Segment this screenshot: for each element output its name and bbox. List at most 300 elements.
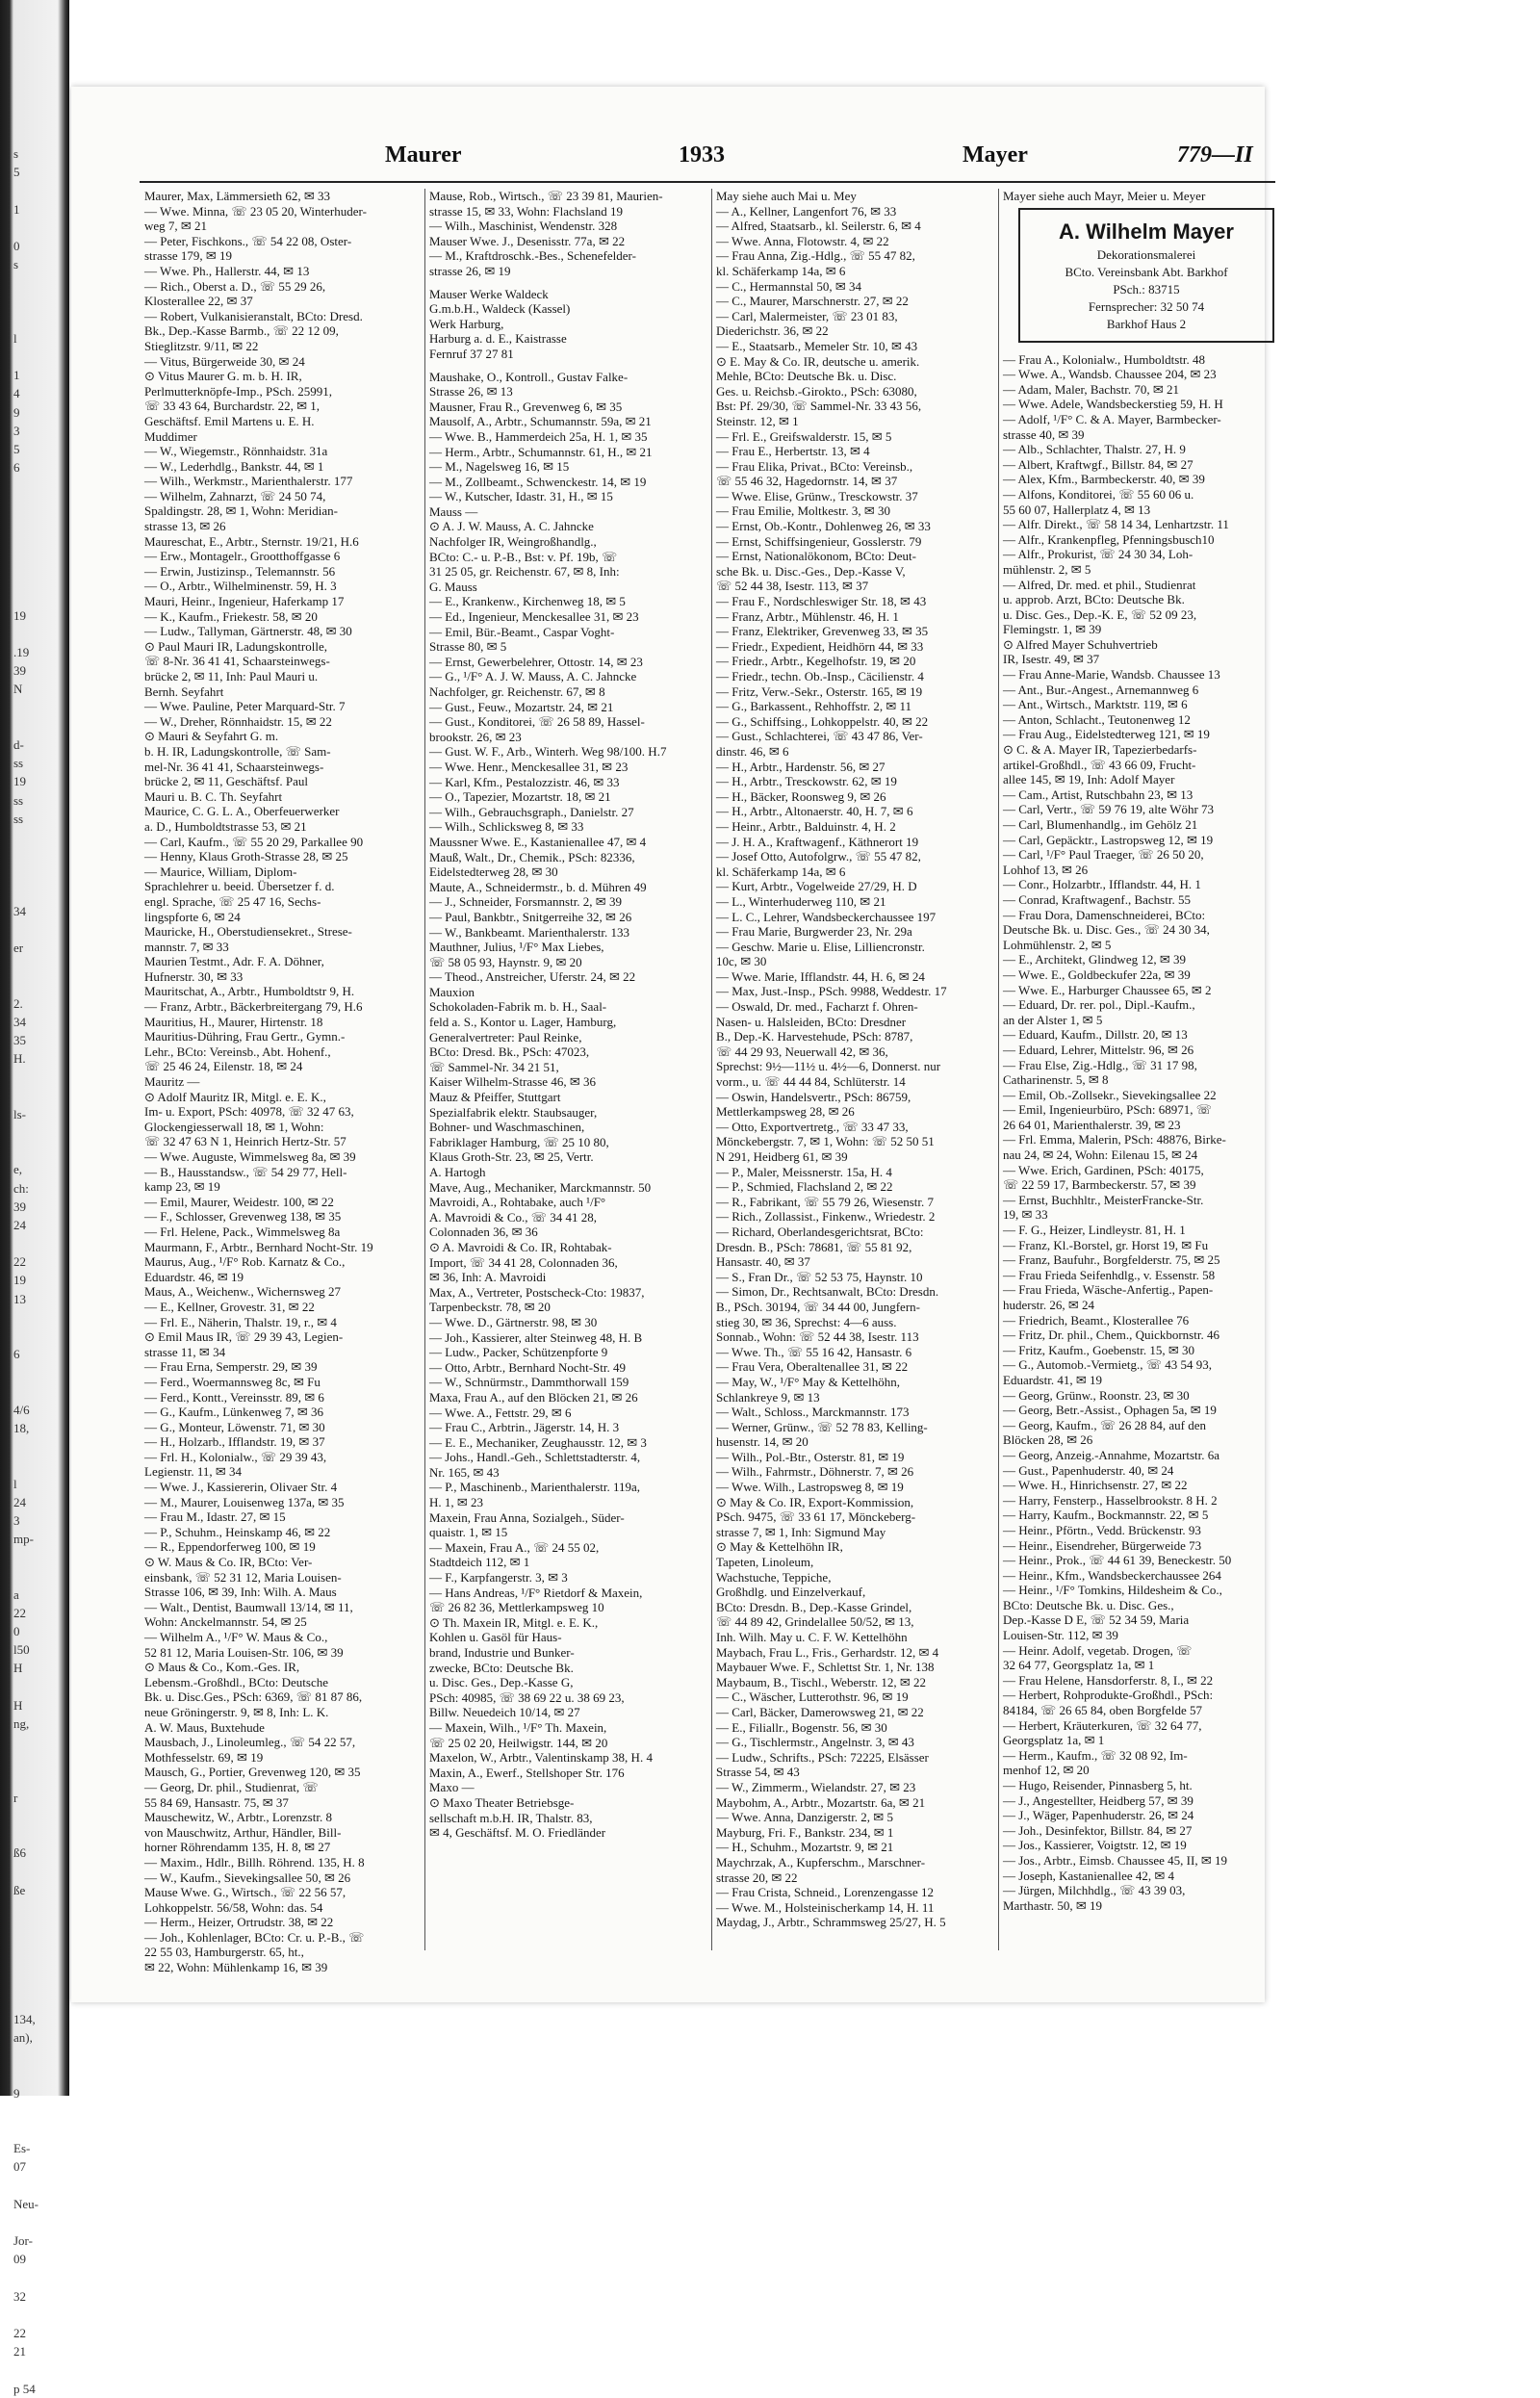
entry-line: — Carl, Malermeister, ☏ 23 01 83,: [716, 308, 898, 323]
entry-line: — Otto, Arbtr., Bernhard Nocht-Str. 49: [429, 1359, 627, 1375]
margin-fragment: [13, 2066, 58, 2084]
margin-fragment: e,: [13, 1162, 23, 1177]
entry-line: brand, Industrie und Bunker-: [429, 1645, 575, 1660]
entry-line: — H., Arbtr., Tresckowstr. 62, ✉ 19: [716, 774, 897, 789]
entry-line: einsbank, ☏ 52 31 12, Maria Louisen-: [144, 1569, 342, 1585]
margin-fragment: s: [13, 146, 19, 161]
entry-line: 19, ✉ 33: [1003, 1207, 1048, 1223]
entry-line: — Friedrich, Beamt., Klosterallee 76: [1003, 1312, 1190, 1328]
entry-line: Maussner Wwe. E., Kastanienallee 47, ✉ 4: [429, 834, 647, 849]
entry-line: Nasen- u. Halsleiden, BCto: Dresdner: [716, 1014, 907, 1029]
margin-fragment: [13, 884, 58, 902]
margin-fragment: d-: [13, 737, 24, 752]
entry-line: Stieglitzstr. 9/11, ✉ 22: [144, 338, 259, 353]
entry-line: — Jos., Arbtr., Eimsb. Chaussee 45, II, ✉ 19: [1003, 1852, 1227, 1868]
margin-fragment: 34: [13, 903, 26, 918]
entry-line: Bohner- und Waschmaschinen,: [429, 1120, 585, 1135]
firm-entry-line: ⊙ C. & A. Mayer IR, Tapezierbedarfs-: [1003, 742, 1197, 758]
entry-line: — L. C., Lehrer, Wandsbeckerchaussee 197: [716, 909, 937, 924]
entry-line: — Wilh., Schlicksweg 8, ✉ 33: [429, 819, 584, 835]
entry-line: Im- u. Export, PSch: 40978, ☏ 32 47 63,: [144, 1104, 354, 1120]
entry-line: — Gust., Feuw., Mozartstr. 24, ✉ 21: [429, 699, 614, 714]
margin-fragment: [13, 1992, 58, 2010]
margin-fragment: Es-: [13, 2141, 31, 2156]
entry-line: Strasse 80, ✉ 5: [429, 639, 507, 655]
entry-line: — Wwe. Elise, Grünw., Tresckowstr. 37: [716, 488, 918, 503]
entry-line: — Johs., Handl.-Geh., Schlettstadterstr. 4,: [429, 1450, 641, 1465]
entry-line: — Frau E., Herbertstr. 13, ✉ 4: [716, 444, 870, 459]
entry-line: — Ernst, Nationalökonom, BCto: Deut-: [716, 549, 916, 564]
entry-line: — Frau M., Idastr. 27, ✉ 15: [144, 1509, 286, 1525]
entry-line: — Eduard, Lehrer, Mittelstr. 96, ✉ 26: [1003, 1042, 1194, 1057]
entry-line: Mausbach, J., Linoleumleg., ☏ 54 22 57,: [144, 1735, 356, 1750]
entry-line: Nachfolger IR, Weingroßhandlg.,: [429, 534, 597, 550]
entry-line: — Walt., Dentist, Baumwall 13/14, ✉ 11,: [144, 1599, 353, 1614]
column-3: [716, 189, 993, 1950]
entry-line: — P., Schuhm., Heinskamp 46, ✉ 22: [144, 1524, 331, 1539]
margin-fragment: 22: [13, 2326, 26, 2341]
entry-line: — Ludw., Packer, Schützenpforte 9: [429, 1345, 608, 1360]
entry-line: — G., Automob.-Vermietg., ☏ 43 54 93,: [1003, 1357, 1213, 1373]
entry-line: B., PSch. 30194, ☏ 34 44 00, Jungfern-: [716, 1299, 920, 1314]
entry-line: Louisen-Str. 112, ✉ 39: [1003, 1628, 1118, 1643]
entry-line: 10c, ✉ 30: [716, 954, 767, 969]
entry-line: strasse 179, ✉ 19: [144, 248, 233, 264]
margin-fragment: [13, 496, 58, 514]
entry-line: Glockengiesserwall 18, ✉ 1, Wohn:: [144, 1119, 324, 1134]
entry-line: — Karl, Kfm., Pestalozzistr. 46, ✉ 33: [429, 774, 620, 789]
entry-line: — Frau Aug., Eidelstedterweg 121, ✉ 19: [1003, 727, 1210, 742]
entry-line: husenstr. 14, ✉ 20: [716, 1434, 808, 1450]
margin-fragment: [13, 1862, 58, 1880]
entry-line: strasse 13, ✉ 26: [144, 519, 226, 534]
entry-line: — Ant., Wirtsch., Marktstr. 119, ✉ 6: [1003, 697, 1188, 712]
entry-line: G. Mauss: [429, 579, 477, 594]
entry-line: Mothfesselstr. 69, ✉ 19: [144, 1749, 264, 1765]
entry-line: — G., Schiffsing., Lohkoppelstr. 40, ✉ 22: [716, 713, 929, 729]
entry-line: — Wwe. A., Fettstr. 29, ✉ 6: [429, 1405, 572, 1420]
entry-line: — Frl. E., Näherin, Thalstr. 19, r., ✉ 4: [144, 1314, 337, 1329]
entry-line: Tapeten, Linoleum,: [716, 1555, 814, 1570]
entry-line: — Hans Andreas, ¹/F° Rietdorf & Maxein,: [429, 1585, 643, 1600]
margin-fragment: [13, 1807, 58, 1825]
margin-fragment: p 54: [13, 2381, 36, 2396]
entry-line: Mauser Wwe. J., Desenisstr. 77a, ✉ 22: [429, 233, 626, 248]
entry-line: Eduardstr. 41, ✉ 19: [1003, 1372, 1102, 1387]
entry-line: Mavroidi, A., Rohtabake, auch ¹/F°: [429, 1195, 606, 1210]
entry-line: — Frau Marie, Burgwerder 23, Nr. 29a: [716, 924, 912, 940]
firm-entry-line: ⊙ A. J. W. Mauss, A. C. Jahncke: [429, 519, 594, 534]
entry-line: Bk., Dep.-Kasse Barmb., ☏ 22 12 09,: [144, 323, 339, 339]
entry-line: Mayburg, Fri. F., Bankstr. 234, ✉ 1: [716, 1824, 894, 1840]
entry-line: Maxelon, W., Arbtr., Valentinskamp 38, H. 4: [429, 1750, 653, 1766]
entry-line: Mause Wwe. G., Wirtsch., ☏ 22 56 57,: [144, 1885, 346, 1900]
margin-fragment: 19: [13, 607, 26, 623]
entry-line: — Joh., Kassierer, alter Steinweg 48, H. B: [429, 1329, 643, 1345]
entry-line: — J., Wäger, Papenhuderstr. 26, ✉ 24: [1003, 1808, 1194, 1823]
entry-line: — Simon, Dr., Rechtsanwalt, BCto: Dresdn.: [716, 1284, 939, 1300]
entry-line: — Ernst, Schiffsingenieur, Gosslerstr. 79: [716, 533, 922, 549]
entry-line: Nr. 165, ✉ 43: [429, 1464, 500, 1480]
entry-line: Fabriklager Hamburg, ☏ 25 10 80,: [429, 1134, 609, 1149]
entry-line: — F., Karpfangerstr. 3, ✉ 3: [429, 1570, 568, 1586]
entry-line: Mauritschat, A., Arbtr., Humboldtstr 9, H.: [144, 984, 355, 999]
entry-line: — Heinr., Pförtn., Vedd. Brückenstr. 93: [1003, 1522, 1201, 1537]
entry-line: Billw. Neuedeich 10/14, ✉ 27: [429, 1705, 580, 1720]
entry-line: — Max, Just.-Insp., PSch. 9988, Weddestr. 17: [716, 984, 947, 999]
entry-line: — Georg, Anzeig.-Annahme, Mozartstr. 6a: [1003, 1447, 1220, 1462]
entry-line: — Wilh., Gebrauchsgraph., Danielstr. 27: [429, 804, 634, 819]
margin-fragment: 134,: [13, 2011, 36, 2026]
entry-line: A. Hartogh: [429, 1165, 486, 1179]
entry-line: — Emil, Ob.-Zollsekr., Sievekingsallee 22: [1003, 1087, 1217, 1102]
entry-line: Maus, A., Weichenw., Wichernsweg 27: [144, 1284, 341, 1300]
entry-line: ☏ 22 59 17, Barmbeckerstr. 57, ✉ 39: [1003, 1177, 1196, 1193]
entry-line: — M., Zollbeamt., Schwenckestr. 14, ✉ 19: [429, 474, 647, 489]
margin-fragment: [13, 1825, 58, 1844]
entry-line: N 291, Heidberg 61, ✉ 39: [716, 1149, 848, 1164]
entry-line: Colonnaden 36, ✉ 36: [429, 1225, 538, 1240]
margin-fragment: 21: [13, 2344, 26, 2359]
entry-line: — Oswald, Dr. med., Facharzt f. Ohren-: [716, 999, 918, 1015]
firm-entry-line: ⊙ Th. Maxein IR, Mitgl. e. E. K.,: [429, 1614, 599, 1630]
entry-line: — Conr., Holzarbtr., Ifflandstr. 44, H. 1: [1003, 877, 1201, 892]
entry-line: Maybauer Wwe. F., Schlettst Str. 1, Nr. 138: [716, 1660, 935, 1675]
entry-line: — Otto, Exportvertretg., ☏ 33 47 33,: [716, 1119, 909, 1134]
entry-line: — H., Arbtr., Altonaerstr. 40, H. 7, ✉ 6: [716, 804, 913, 819]
entry-line: — Herbert, Kräuterkuren, ☏ 32 64 77,: [1003, 1717, 1202, 1733]
entry-line: Werk Harburg,: [429, 316, 504, 331]
margin-fragment: [13, 1548, 58, 1566]
header-last-entry: Mayer: [962, 142, 1028, 168]
entry-line: — Frau Emilie, Moltkestr. 3, ✉ 30: [716, 503, 890, 519]
entry-line: 22 55 03, Hamburgerstr. 65, ht.,: [144, 1945, 304, 1960]
entry-line: — Frau Vera, Oberaltenallee 31, ✉ 22: [716, 1359, 909, 1375]
entry-line: a. D., Humboldtstrasse 53, ✉ 21: [144, 818, 307, 834]
entry-line: A. Mavroidi & Co., ☏ 34 41 28,: [429, 1209, 598, 1225]
entry-line: Maxo —: [429, 1780, 475, 1795]
entry-line: — Ferd., Woermannsweg 8c, ✉ Fu: [144, 1374, 321, 1389]
page-header: [111, 142, 1275, 177]
entry-line: — W., Bankbeamt. Marienthalerstr. 133: [429, 924, 629, 940]
entry-line: — G., Monteur, Löwenstr. 71, ✉ 30: [144, 1419, 325, 1434]
entry-line: — Wwe. D., Gärtnerstr. 98, ✉ 30: [429, 1314, 598, 1329]
entry-line: — P., Maschinenb., Marienthalerstr. 119a,: [429, 1480, 641, 1495]
entry-line: Hansastr. 40, ✉ 37: [716, 1254, 810, 1270]
entry-line: — Frau Erna, Semperstr. 29, ✉ 39: [144, 1359, 318, 1375]
entry-line: kl. Schäferkamp 14a, ✉ 6: [716, 864, 846, 879]
entry-line: — H., Holzarb., Ifflandstr. 19, ✉ 37: [144, 1434, 325, 1450]
entry-line: — B., Hausstandsw., ☏ 54 29 77, Hell-: [144, 1164, 347, 1179]
column-divider: [424, 189, 425, 1950]
entry-line: Mave, Aug., Mechaniker, Marckmannstr. 50: [429, 1179, 652, 1195]
margin-fragment: 9: [13, 2085, 20, 2101]
entry-line: — F. G., Heizer, Lindleystr. 81, H. 1: [1003, 1223, 1186, 1238]
entry-line: lingspforte 6, ✉ 24: [144, 909, 241, 924]
margin-fragment: [13, 569, 58, 587]
entry-line: — Frau C., Arbtrin., Jägerstr. 14, H. 3: [429, 1420, 620, 1435]
entry-line: brücke 2, ✉ 11, Inh: Paul Mauri u.: [144, 669, 319, 683]
entry-line: — R., Eppendorferweg 100, ✉ 19: [144, 1539, 316, 1555]
margin-fragment: 22: [13, 1605, 26, 1620]
margin-fragment: [13, 2102, 58, 2121]
entry-line: — G., ¹/F° A. J. W. Mauss, A. C. Jahncke: [429, 669, 637, 684]
margin-fragment: 3: [13, 1512, 20, 1528]
entry-line: Bernh. Seyfahrt: [144, 683, 224, 699]
entry-line: u. approb. Arzt, BCto: Deutsche Bk.: [1003, 592, 1185, 607]
entry-line: ☏ 32 47 63 N 1, Heinrich Hertz-Str. 57: [144, 1134, 346, 1149]
entry-line: — Peter, Fischkons., ☏ 54 22 08, Oster-: [144, 233, 352, 248]
margin-fragment: 3: [13, 423, 20, 438]
entry-line: — Wwe. Anna, Flotowstr. 4, ✉ 22: [716, 233, 889, 248]
entry-line: — Walt., Schloss., Marckmannstr. 173: [716, 1405, 910, 1420]
entry-line: — W., Schnürmstr., Dammthorwall 159: [429, 1375, 629, 1390]
entry-line: sche Bk. u. Disc.-Ges., Dep.-Kasse V,: [716, 563, 906, 579]
entry-line: Inh. Wilh. May u. C. F. W. Kettelhöhn: [716, 1630, 908, 1644]
entry-line: — Wwe. Adele, Wandsbeckerstieg 59, H. H: [1003, 397, 1223, 412]
margin-fragment: [13, 588, 58, 606]
entry-line: — Gust. W. F., Arb., Winterh. Weg 98/100. H.7: [429, 744, 667, 760]
entry-line: — Wwe. Th., ☏ 55 16 42, Hansastr. 6: [716, 1344, 912, 1359]
margin-fragment: 1: [13, 201, 20, 217]
margin-fragment: [13, 1733, 58, 1751]
margin-fragment: 32: [13, 2288, 26, 2304]
entry-line: — W., Kutscher, Idastr. 31, H., ✉ 15: [429, 489, 613, 504]
margin-fragment: [13, 293, 58, 311]
entry-line: — Friedr., Arbtr., Kegelhofstr. 19, ✉ 20: [716, 654, 916, 669]
entry-line: — Frau Helene, Hansdorferstr. 8, I., ✉ 22: [1003, 1672, 1214, 1688]
entry-line: 31 25 05, gr. Reichenstr. 67, ✉ 8, Inh:: [429, 564, 620, 580]
entry-line: ☏ Sammel-Nr. 34 21 51,: [429, 1059, 559, 1074]
ad-address: Barkhof Haus 2: [1106, 316, 1187, 331]
entry-line: — J., Schneider, Forsmannstr. 2, ✉ 39: [429, 894, 622, 910]
margin-fragment: 09: [13, 2252, 26, 2267]
entry-line: — H., Arbtr., Hardenstr. 56, ✉ 27: [716, 759, 886, 774]
entry-line: 55 60 07, Hallerplatz 4, ✉ 13: [1003, 502, 1151, 517]
entry-line: — Joseph, Kastanienallee 42, ✉ 4: [1003, 1868, 1175, 1883]
margin-fragment: 19: [13, 1273, 26, 1288]
margin-fragment: er: [13, 941, 24, 956]
margin-fragment: [13, 1123, 58, 1142]
margin-fragment: 0: [13, 238, 20, 253]
entry-line: BCto: C.- u. P.-B., Bst: v. Pf. 19b, ☏: [429, 549, 618, 564]
entry-line: ☏ 8-Nr. 36 41 41, Schaarsteinwegs-: [144, 654, 330, 669]
entry-line: Mauz & Pfeiffer, Stuttgart: [429, 1090, 561, 1105]
firm-entry-line: ⊙ May & Kettelhöhn IR,: [716, 1539, 843, 1555]
margin-fragment: 18,: [13, 1420, 30, 1435]
entry-line: mühlenstr. 2, ✉ 5: [1003, 561, 1091, 577]
entry-line: — Georg, Betr.-Assist., Ophagen 5a, ✉ 19: [1003, 1403, 1217, 1418]
entry-line: — Werner, Grünw., ☏ 52 78 83, Kelling-: [716, 1419, 928, 1434]
entry-line: — Frau F., Nordschleswiger Str. 18, ✉ 43: [716, 594, 927, 609]
entry-line: Mauritz —: [144, 1074, 200, 1090]
entry-line: Mauri u. B. C. Th. Seyfahrt: [144, 788, 283, 804]
entry-line: weg 7, ✉ 21: [144, 219, 208, 234]
firm-entry-line: ⊙ Paul Mauri IR, Ladungskontrolle,: [144, 638, 327, 654]
margin-fragment: [13, 514, 58, 532]
entry-line: nau 24, ✉ 24, Wohn: Eilenau 15, ✉ 24: [1003, 1147, 1198, 1163]
margin-fragment: 5: [13, 442, 20, 456]
entry-line: — Wwe. Minna, ☏ 23 05 20, Winterhuder-: [144, 203, 367, 219]
entry-line: Maurmann, F., Arbtr., Bernhard Nocht-Str. 19: [144, 1239, 373, 1254]
entry-line: strasse 11, ✉ 34: [144, 1344, 226, 1359]
entry-line: Spezialfabrik elektr. Staubsauger,: [429, 1104, 598, 1120]
entry-line: — J., Angestellter, Heidberg 57, ✉ 39: [1003, 1792, 1194, 1808]
entry-line: Catharinenstr. 5, ✉ 8: [1003, 1072, 1109, 1088]
entry-line: — Maxein, Wilh., ¹/F° Th. Maxein,: [429, 1719, 607, 1735]
entry-line: strasse 40, ✉ 39: [1003, 426, 1085, 442]
entry-line: — Carl, ¹/F° Paul Traeger, ☏ 26 50 20,: [1003, 847, 1204, 863]
entry-line: — Wilh., Fahrmstr., Döhnerstr. 7, ✉ 26: [716, 1464, 914, 1480]
entry-line: ✉ 36, Inh: A. Mavroidi: [429, 1270, 547, 1285]
entry-line: Maybach, Frau L., Fris., Gerhardstr. 12, ✉ 4: [716, 1644, 939, 1660]
entry-line: quaistr. 1, ✉ 15: [429, 1525, 508, 1540]
entry-line: May siehe auch Mai u. Mey: [716, 189, 857, 203]
firm-entry-line: ⊙ Vitus Maurer G. m. b. H. IR,: [144, 369, 302, 384]
entry-line: Spaldingstr. 28, ✉ 1, Wohn: Meridian-: [144, 503, 338, 519]
entry-line: ☏ 33 43 64, Burchardstr. 22, ✉ 1,: [144, 399, 321, 414]
entry-line: — Wwe. Ph., Hallerstr. 44, ✉ 13: [144, 263, 310, 278]
entry-line: — Frl. Emma, Malerin, PSch: 48876, Birke-: [1003, 1132, 1226, 1147]
entry-line: — Gust., Schlachterei, ☏ 43 47 86, Ver-: [716, 729, 923, 744]
entry-line: — Wwe. Wilh., Lastropsweg 8, ✉ 19: [716, 1480, 904, 1495]
entry-line: — L., Winterhuderweg 110, ✉ 21: [716, 893, 886, 909]
header-rule: [140, 181, 1275, 183]
entry-line: — E., Architekt, Glindweg 12, ✉ 39: [1003, 952, 1186, 967]
entry-line: Strasse 106, ✉ 39, Inh: Wilh. A. Maus: [144, 1585, 337, 1600]
entry-line: ☏ 52 44 38, Isestr. 113, ✉ 37: [716, 579, 869, 594]
margin-fragment: H: [13, 1661, 23, 1676]
entry-line: — Adam, Maler, Bachstr. 70, ✉ 21: [1003, 381, 1179, 397]
margin-fragment: [13, 1234, 58, 1252]
entry-line: Mauri, Heinr., Ingenieur, Haferkamp 17: [144, 594, 345, 609]
entry-line: b. H. IR, Ladungskontrolle, ☏ Sam-: [144, 743, 331, 759]
entry-line: — Carl, Kaufm., ☏ 55 20 29, Parkallee 90: [144, 834, 364, 849]
entry-line: — Heinr., Eisendreher, Bürgerweide 73: [1003, 1537, 1202, 1553]
entry-line: — Ludw., Schrifts., PSch: 72225, Elsässer: [716, 1749, 929, 1765]
margin-fragment: 19: [13, 774, 26, 789]
entry-line: — Heinr., Prok., ☏ 44 61 39, Beneckestr. 50: [1003, 1553, 1232, 1568]
entry-line: Ges. u. Reichsb.-Girokto., PSch: 63080,: [716, 383, 917, 399]
entry-line: — Gust., Papenhuderstr. 40, ✉ 24: [1003, 1462, 1174, 1478]
margin-fragment: N: [13, 682, 23, 697]
entry-line: Wohn: Anckelmannstr. 54, ✉ 25: [144, 1614, 307, 1630]
margin-fragment: 9: [13, 404, 20, 420]
firm-entry-line: ⊙ A. Mavroidi & Co. IR, Rohtabak-: [429, 1239, 612, 1254]
entry-line: 84184, ☏ 26 65 84, oben Borgfelde 57: [1003, 1703, 1203, 1718]
entry-line: — Wwe. E., Goldbeckufer 22a, ✉ 39: [1003, 967, 1191, 982]
margin-fragment: [13, 1087, 58, 1105]
entry-line: — Wilh., Werkmstr., Marienthalerstr. 177: [144, 474, 353, 489]
header-page-number: 779—II: [1177, 142, 1253, 168]
entry-line: — Frau Elika, Privat., BCto: Vereinsb.,: [716, 458, 913, 474]
entry-line: Mauss —: [429, 503, 478, 519]
entry-line: — Frau Anne-Marie, Wandsb. Chaussee 13: [1003, 667, 1220, 683]
entry-line: PSch. 9475, ☏ 33 61 17, Mönckeberg-: [716, 1509, 916, 1525]
entry-line: Wachstuche, Teppiche,: [716, 1569, 832, 1585]
margin-fragment: [13, 273, 58, 292]
margin-fragment: [13, 532, 58, 551]
entry-line: BCto: Dresdn. B., Dep.-Kasse Grindel,: [716, 1599, 912, 1614]
entry-line: — Fritz, Verw.-Sekr., Osterstr. 165, ✉ 19: [716, 683, 923, 699]
margin-fragment: l: [13, 1476, 17, 1491]
entry-line: A. W. Maus, Buxtehude: [144, 1719, 265, 1735]
margin-fragment: H.: [13, 1051, 26, 1067]
entry-line: — Rich., Zollassist., Finkenw., Wriedestr. 2: [716, 1209, 936, 1225]
entry-line: — M., Kraftdroschk.-Bes., Schenefelder-: [429, 248, 636, 264]
entry-line: Eidelstedterweg 28, ✉ 30: [429, 864, 558, 880]
entry-line: — Frau Else, Zig.-Hdlg., ☏ 31 17 98,: [1003, 1057, 1197, 1072]
entry-line: horner Röhrendamm 135, H. 8, ✉ 27: [144, 1840, 331, 1855]
entry-line: strasse 20, ✉ 22: [716, 1869, 798, 1885]
entry-line: — May, W., ¹/F° May & Kettelhöhn,: [716, 1374, 900, 1389]
entry-line: menhof 12, ✉ 20: [1003, 1763, 1090, 1778]
margin-fragment: [13, 846, 58, 864]
entry-line: — C., Hermannstal 50, ✉ 34: [716, 278, 861, 294]
entry-line: — Erw., Montagelr., Grootthoffgasse 6: [144, 549, 341, 564]
entry-line: — E., Staatsarb., Memeler Str. 10, ✉ 43: [716, 338, 918, 353]
entry-line: — Frau Dora, Damenschneiderei, BCto:: [1003, 907, 1206, 922]
column-1: [144, 189, 420, 1975]
margin-fragment: [13, 2269, 58, 2287]
margin-fragment: [13, 1437, 58, 1456]
entry-line: — Carl, Gepäcktr., Lastropsweg 12, ✉ 19: [1003, 832, 1214, 847]
ad-phone: Fernsprecher: 32 50 74: [1088, 298, 1205, 314]
margin-fragment: a: [13, 1586, 19, 1602]
entry-line: — Alfr. Direkt., ☏ 58 14 34, Lenhartzstr. 11: [1003, 517, 1229, 532]
entry-line: Dresdn. B., PSch: 78681, ☏ 55 81 92,: [716, 1239, 912, 1254]
entry-line: — Alfred, Dr. med. et phil., Studienrat: [1003, 577, 1196, 592]
entry-line: — O., Tapezier, Mozartstr. 18, ✉ 21: [429, 789, 611, 805]
entry-line: — Theod., Anstreicher, Uferstr. 24, ✉ 22: [429, 969, 636, 985]
margin-fragment: [13, 1142, 58, 1160]
entry-line: — Wilhelm A., ¹/F° W. Maus & Co.,: [144, 1630, 328, 1644]
entry-line: — Alfr., Prokurist, ☏ 24 30 34, Loh-: [1003, 547, 1194, 562]
margin-fragment: ße: [13, 1882, 26, 1897]
entry-line: Maurice, C. G. L. A., Oberfeuerwerker: [144, 804, 340, 819]
firm-entry-line: ⊙ Alfred Mayer Schuhvertrieb: [1003, 636, 1158, 652]
entry-line: — Emil, Bür.-Beamt., Caspar Voght-: [429, 624, 615, 639]
entry-line: Mauser Werke Waldeck: [429, 286, 549, 301]
margin-fragment: 4: [13, 386, 20, 401]
entry-line: Klaus Groth-Str. 23, ✉ 25, Vertr.: [429, 1149, 594, 1165]
margin-fragment: [13, 1973, 58, 1992]
column-4: [1003, 189, 1278, 1950]
header-first-entry: Maurer: [385, 142, 462, 168]
entry-line: stieg 30, ✉ 36, Sprechst: 4—6 auss.: [716, 1314, 897, 1329]
entry-line: — C., Maurer, Marschnerstr. 27, ✉ 22: [716, 294, 909, 309]
entry-line: an der Alster 1, ✉ 5: [1003, 1012, 1103, 1027]
entry-line: strasse 15, ✉ 33, Wohn: Flachsland 19: [429, 203, 623, 219]
entry-line: — Alfred, Staatsarb., kl. Seilerstr. 6, ✉ 4: [716, 219, 921, 234]
entry-line: Strasse 54, ✉ 43: [716, 1765, 800, 1780]
entry-line: — Franz, Kl.-Borstel, gr. Horst 19, ✉ Fu: [1003, 1237, 1209, 1252]
margin-fragment: [13, 1566, 58, 1585]
margin-fragment: ls-: [13, 1106, 26, 1122]
firm-entry-line: ⊙ Emil Maus IR, ☏ 29 39 43, Legien-: [144, 1329, 344, 1345]
previous-page-margin: [13, 144, 58, 2396]
margin-fragment: [13, 219, 58, 237]
entry-line: — P., Maler, Meissnerstr. 15a, H. 4: [716, 1164, 892, 1179]
margin-fragment: Neu-: [13, 2196, 38, 2211]
entry-line: — C., Wäscher, Lutterothstr. 96, ✉ 19: [716, 1689, 909, 1705]
entry-line: — Georg, Kaufm., ☏ 26 28 84, auf den: [1003, 1417, 1206, 1432]
margin-fragment: 39: [13, 1199, 26, 1214]
entry-line: H. 1, ✉ 23: [429, 1495, 484, 1510]
entry-line: — Emil, Ingenieurbüro, PSch: 68971, ☏: [1003, 1102, 1213, 1118]
entry-line: — Franz, Arbtr., Mühlenstr. 46, H. 1: [716, 608, 899, 624]
firm-entry-line: ⊙ W. Maus & Co. IR, BCto: Ver-: [144, 1555, 313, 1570]
